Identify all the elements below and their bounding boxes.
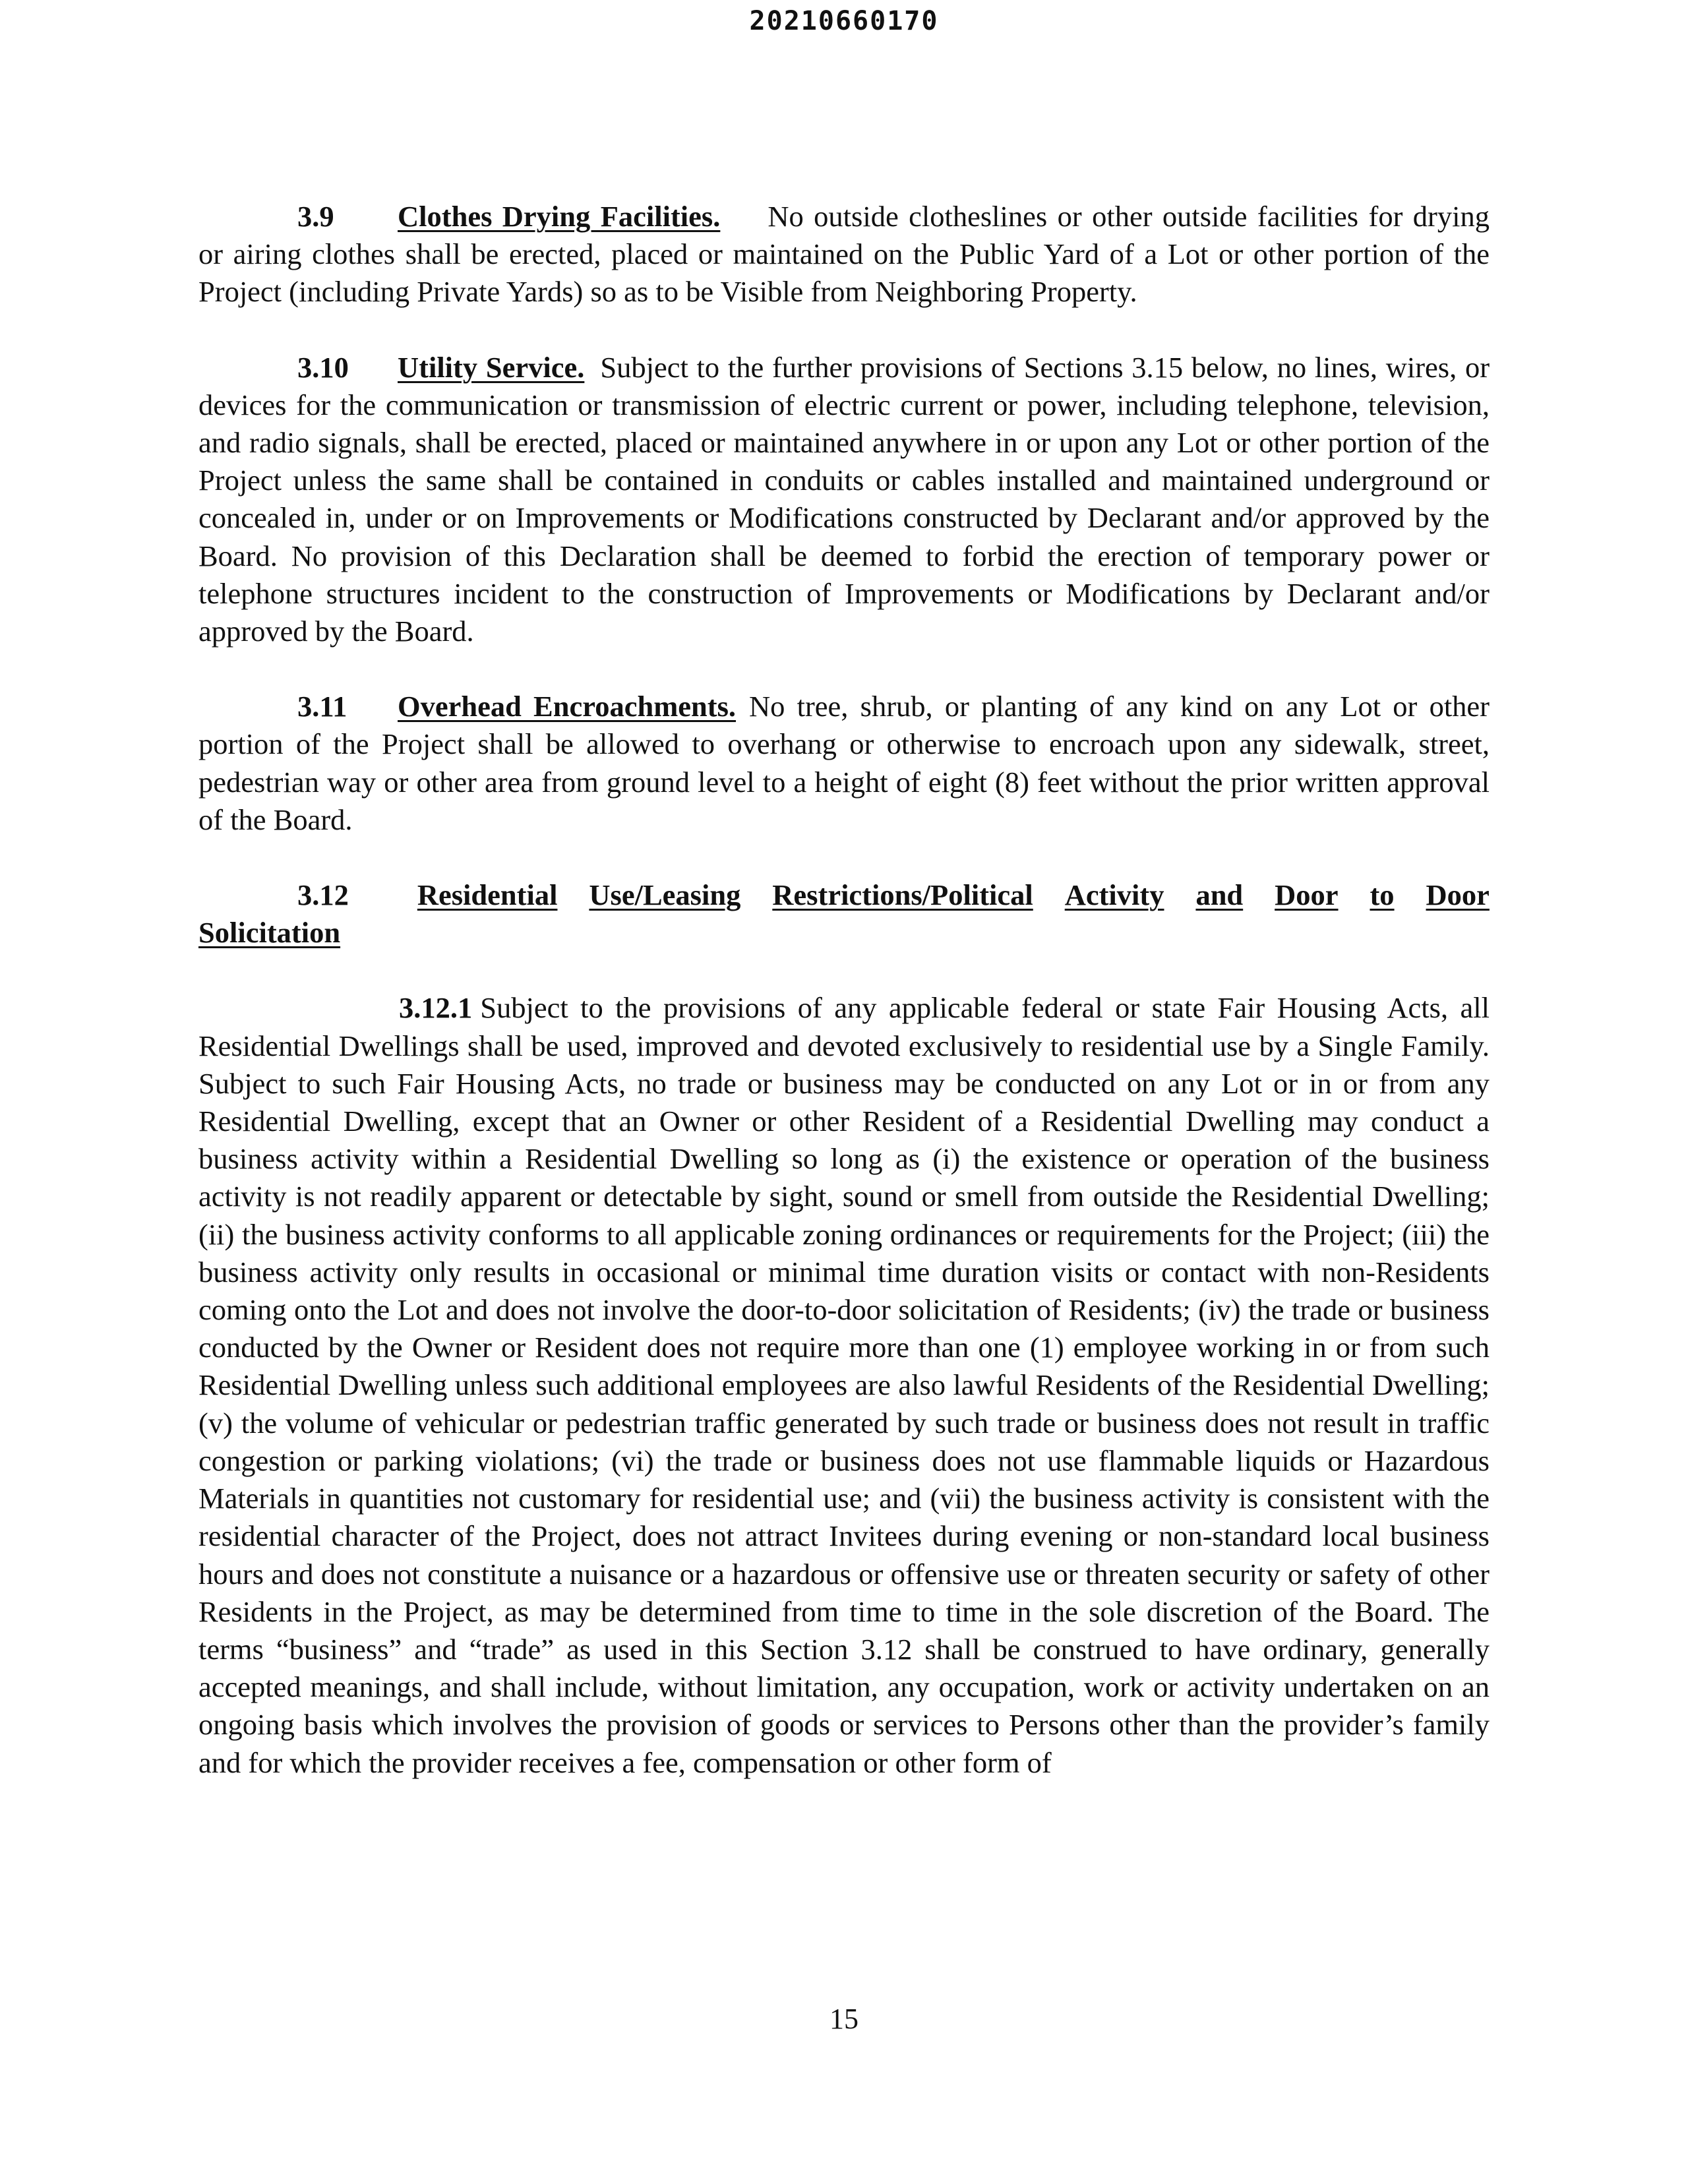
document-number: 20210660170 <box>749 6 939 36</box>
section-3-10 <box>198 349 1490 651</box>
section-3-9 <box>198 198 1490 311</box>
subsection-number: 3.12.1 <box>399 991 473 1025</box>
section-number: 3.9 <box>297 200 334 233</box>
section-body: No tree, shrub, or planting of any kind on any Lot or other portion of the Project shall be allowed to overhang or otherwise to encroach upon any sidewalk, street, pedestrian way or other area from ground level to a height of eight (8) feet without the prior written approval of the Board. <box>198 690 1490 836</box>
section-number: 3.11 <box>297 690 347 723</box>
page-body <box>198 198 1490 1782</box>
section-heading: Clothes Drying Facilities. <box>398 200 721 233</box>
section-number: 3.10 <box>297 350 349 384</box>
section-body: No outside clotheslines or other outside facilities for drying or airing clothes shall be erected, placed or maintained on the Public Yard of a Lot or other portion of the Project (including Private Yards) so as to be Visible from Neighboring Property. <box>198 200 1490 309</box>
section-heading-line <box>198 876 1490 914</box>
heading-word: Door <box>1426 878 1490 912</box>
heading-word: to <box>1370 878 1395 912</box>
section-3-12-1 <box>198 989 1490 1781</box>
heading-word: Residential <box>417 878 558 912</box>
section-3-11 <box>198 688 1490 839</box>
section-heading: Overhead Encroachments. <box>398 690 737 723</box>
heading-word: Use/Leasing <box>589 878 741 912</box>
section-3-12 <box>198 876 1490 952</box>
heading-word: and <box>1195 878 1244 912</box>
section-body: Subject to the provisions of any applicable federal or state Fair Housing Acts, all Residential Dwellings shall be used, improved and devoted exclusively to residential use by a Single Family. Subject to such Fair Housing Acts, no trade or business may be conducted on any Lot or in or from any Residential Dwelling, except that an Owner or other Resident of a Residential Dwelling may conduct a business activity within a Residential Dwelling so long as (i) the existence or operation of the business activity is not readily apparent or detectable by sight, sound or smell from outside the Residential Dwelling; (ii) the business activity conforms to all applicable zoning ordinances or requirements for the Project; (iii) the business activity only results in occasional or minimal time duration visits or contact with non-Residents coming onto the Lot and does not involve the door-to-door solicitation of Residents; (iv) the trade or business conducted by the Owner or Resident does not require more than one (1) employee working in or from such Residential Dwelling unless such additional employees are also lawful Residents of the Residential Dwelling; (v) the volume of vehicular or pedestrian traffic generated by such trade or business does not result in traffic congestion or parking violations; (vi) the trade or business does not use flammable liquids or Hazardous Materials in quantities not customary for residential use; and (vii) the business activity is consistent with the residential character of the Project, does not attract Invitees during evening or non-standard local business hours and does not constitute a nuisance or a hazardous or offensive use or threaten security or safety of other Residents in the Project, as may be determined from time to time in the sole discretion of the Board. The terms “business” and “trade” as used in this Section 3.12 shall be construed to have ordinary, generally accepted meanings, and shall include, without limitation, any occupation, work or activity undertaken on an ongoing basis which involves the provision of goods or services to Persons other than the provider’s family and for which the provider receives a fee, compensation or other form of <box>198 991 1490 1779</box>
heading-word: Door <box>1275 878 1339 912</box>
section-heading: Utility Service. <box>398 350 585 384</box>
section-body: Subject to the further provisions of Sections 3.15 below, no lines, wires, or devices for the communication or transmission of electric current or power, including telephone, television, and radio signals, shall be erected, placed or maintained anywhere in or upon any Lot or other portion of the Project unless the same shall be contained in conduits or cables installed and maintained underground or concealed in, under or on Improvements or Modifications constructed by Declarant and/or approved by the Board. No provision of this Declaration shall be deemed to forbid the erection of temporary power or telephone structures incident to the construction of Improvements or Modifications by Declarant and/or approved by the Board. <box>198 350 1490 648</box>
heading-word: Activity <box>1064 878 1164 912</box>
section-heading-continued: Solicitation <box>198 916 341 950</box>
section-number: 3.12 <box>297 878 349 912</box>
page-number: 15 <box>829 2003 859 2035</box>
heading-word: Restrictions/Political <box>772 878 1033 912</box>
